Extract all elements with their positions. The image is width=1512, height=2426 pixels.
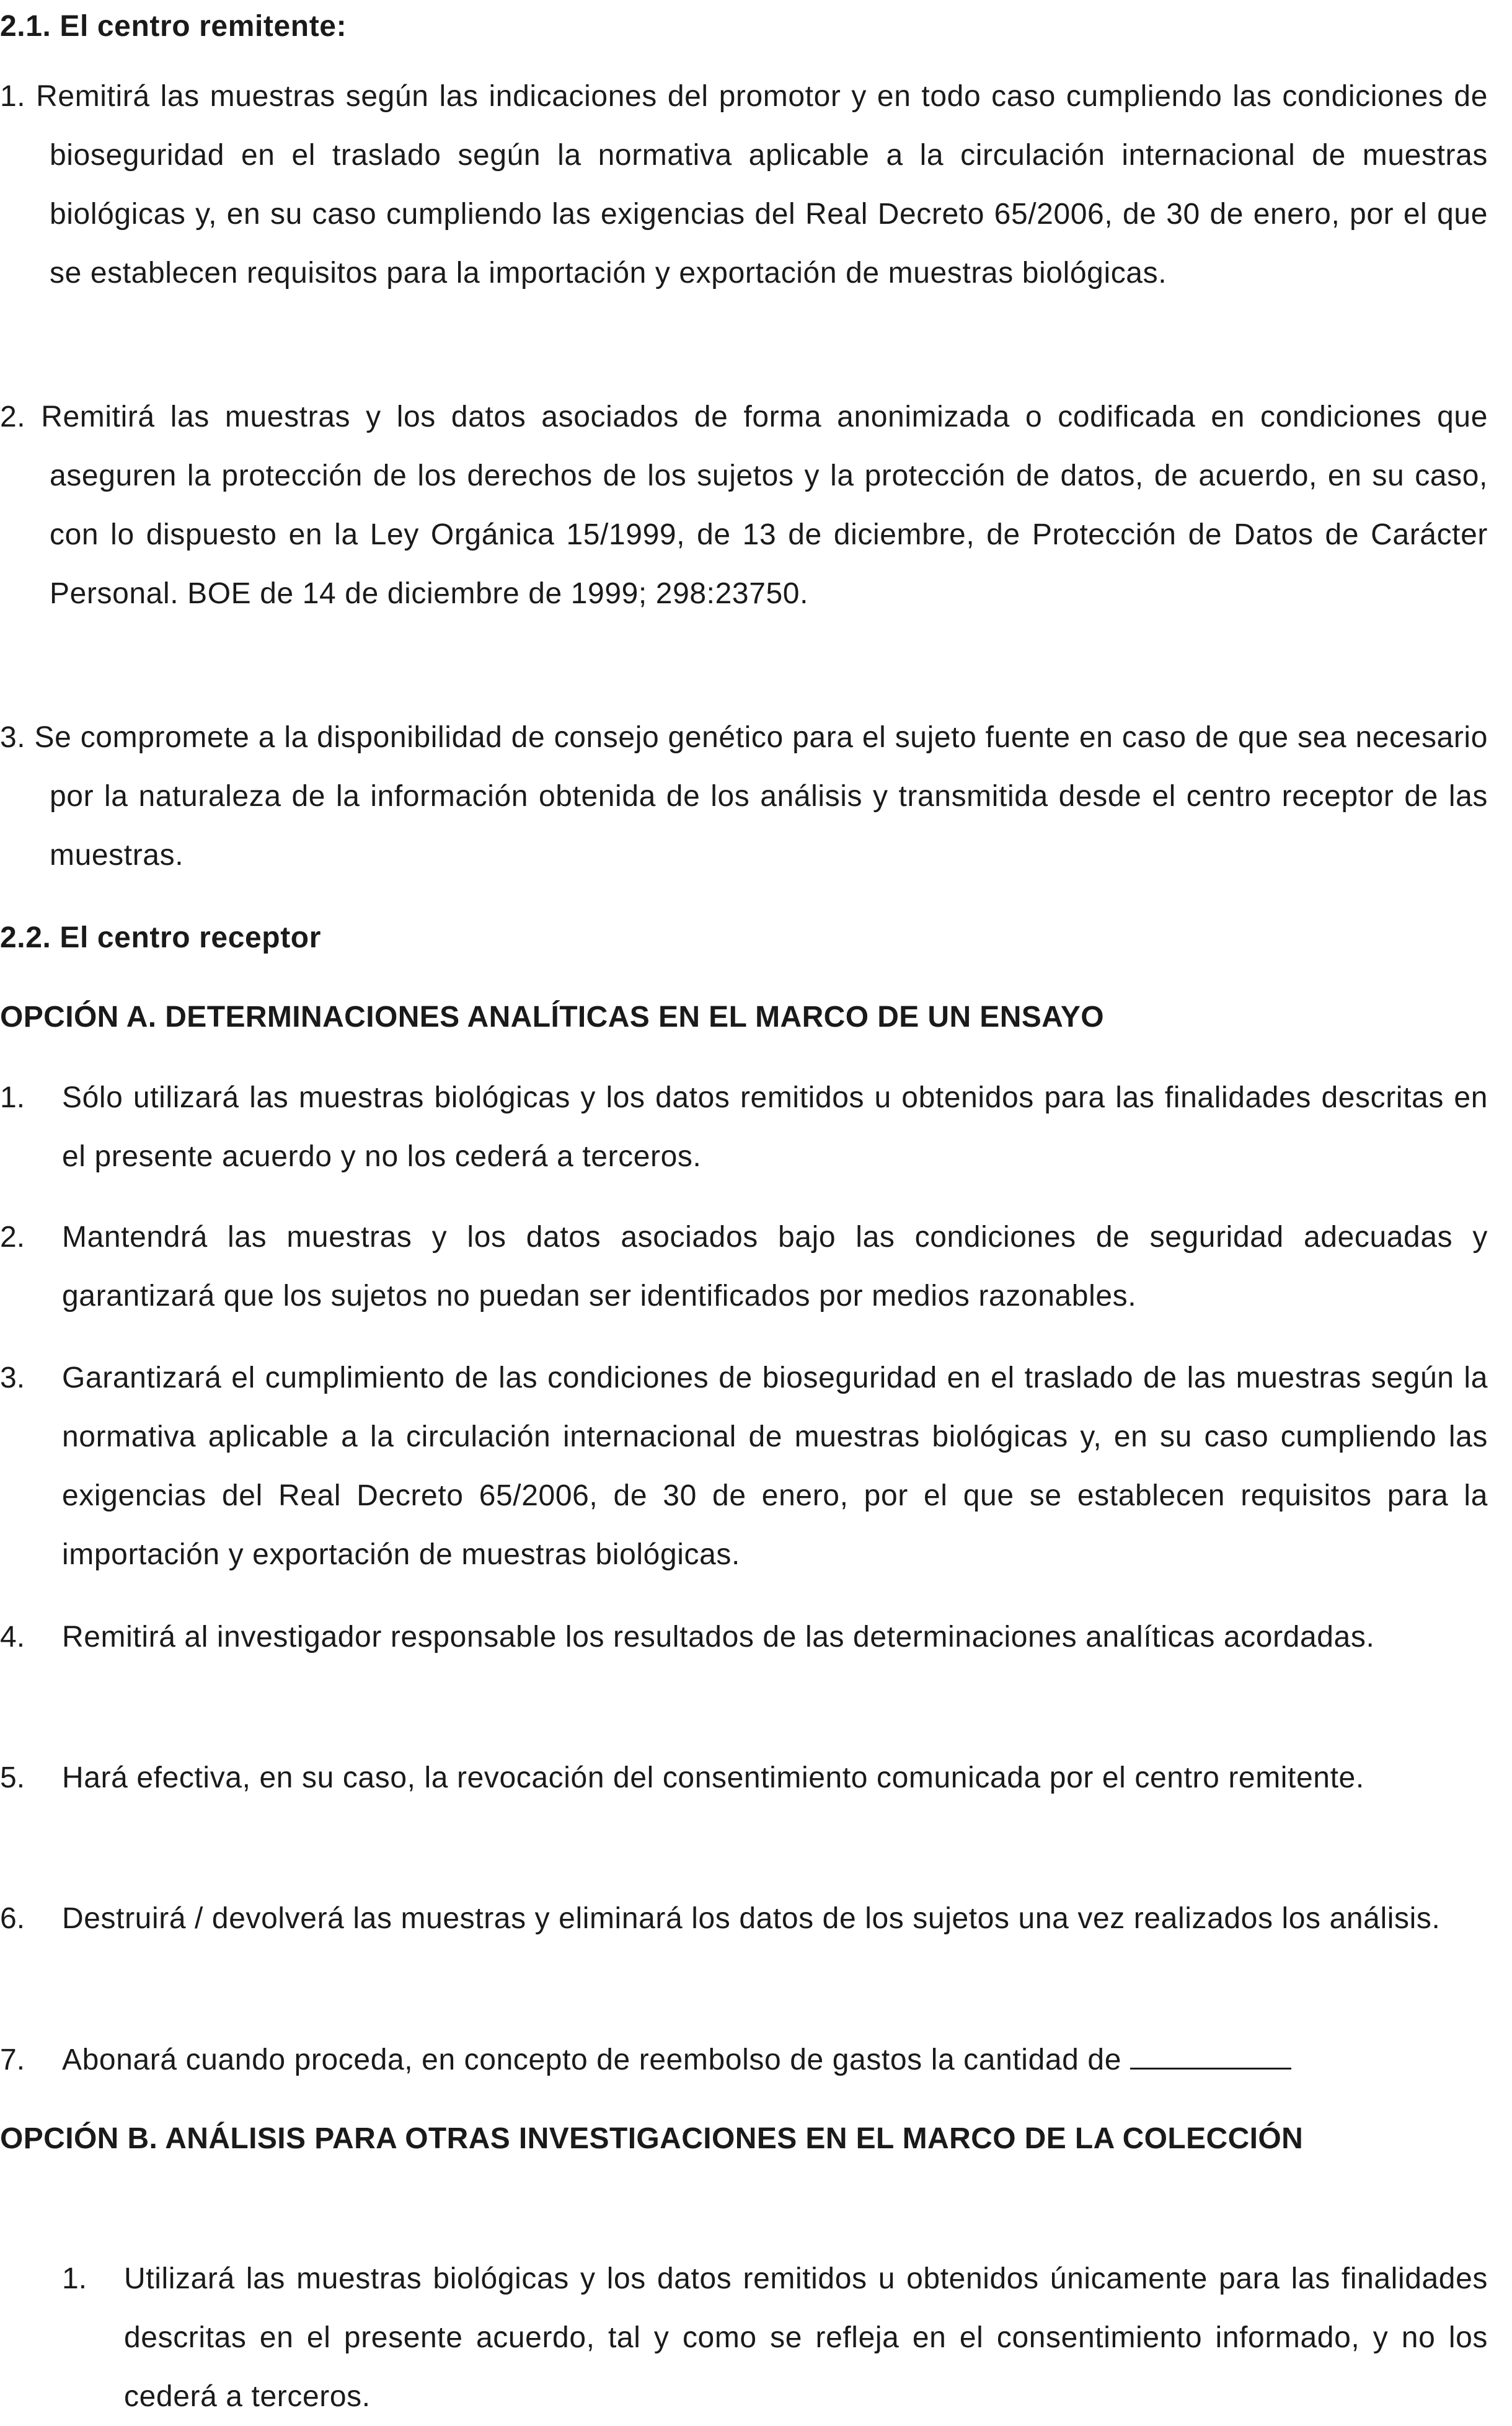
option-b-title: OPCIÓN B. ANÁLISIS PARA OTRAS INVESTIGACIONES EN EL MARCO DE LA COLECCIÓN [0, 2122, 1304, 2155]
option-a-item-6-text: Destruirá / devolverá las muestras y eliminará los datos de los sujetos una vez realizados los análisis. [62, 1902, 1441, 1935]
option-a-item-4-text: Remitirá al investigador responsable los resultados de las determinaciones analíticas acordadas. [62, 1621, 1375, 1653]
section-2-1-title: 2.1. El centro remitente: [0, 10, 347, 43]
option-b-item-1-number: 1. [62, 2262, 87, 2295]
option-a-item-7 [62, 2030, 1488, 2089]
amount-blank-field[interactable] [1130, 2043, 1291, 2070]
option-a-item-5-number: 5. [0, 1761, 25, 1794]
option-a-item-1-number: 1. [0, 1081, 25, 1114]
remitente-item-3: 3. Se compromete a la disponibilidad de consejo genético para el sujeto fuente en caso de que sea necesario por la naturaleza de la información obtenida de los análisis y transmitida desde el centro receptor de las muestras. [0, 721, 1488, 872]
option-a-item-3-number: 3. [0, 1361, 25, 1394]
option-a-item-2-text: Mantendrá las muestras y los datos asociados bajo las condiciones de seguridad adecuadas y garantizará que los sujetos no puedan ser identificados por medios razonables. [62, 1221, 1488, 1313]
option-a-item-7-number: 7. [0, 2043, 25, 2076]
option-a-item-7-text: Abonará cuando proceda, en concepto de reembolso de gastos la cantidad de [62, 2043, 1121, 2076]
option-b-item-1-text: Utilizará las muestras biológicas y los datos remitidos u obtenidos únicamente para las finalidades descritas en el presente acuerdo, tal y como se refleja en el consentimiento informado, y no los cederá a terceros. [124, 2262, 1488, 2413]
remitente-item-1: 1. Remitirá las muestras según las indicaciones del promotor y en todo caso cumpliendo las condiciones de bioseguridad en el traslado según la normativa aplicable a la circulación internacional de muestras biológicas y, en su caso cumpliendo las exigencias del Real Decreto 65/2006, de 30 de enero, por el que se establecen requisitos para la importación y exportación de muestras biológicas. [0, 80, 1488, 290]
remitente-item-2: 2. Remitirá las muestras y los datos asociados de forma anonimizada o codificada en condiciones que aseguren la protección de los derechos de los sujetos y la protección de datos, de acuerdo, en su caso, con lo dispuesto en la Ley Orgánica 15/1999, de 13 de diciembre, de Protección de Datos de Carácter Personal. BOE de 14 de diciembre de 1999; 298:23750. [0, 401, 1488, 610]
option-a-item-5-text: Hará efectiva, en su caso, la revocación del consentimiento comunicada por el centro remitente. [62, 1761, 1364, 1794]
option-a-item-3-text: Garantizará el cumplimiento de las condiciones de bioseguridad en el traslado de las muestras según la normativa aplicable a la circulación internacional de muestras biológicas y, en su caso cumpliendo las exigencias del Real Decreto 65/2006, de 30 de enero, por el que se establecen requisitos para la importación y exportación de muestras biológicas. [62, 1361, 1488, 1571]
option-a-item-1-text: Sólo utilizará las muestras biológicas y los datos remitidos u obtenidos para las finalidades descritas en el presente acuerdo y no los cederá a terceros. [62, 1081, 1488, 1173]
section-2-2-title: 2.2. El centro receptor [0, 921, 321, 954]
option-a-item-4-number: 4. [0, 1621, 25, 1653]
option-a-item-2-number: 2. [0, 1221, 25, 1254]
option-a-title: OPCIÓN A. DETERMINACIONES ANALÍTICAS EN EL MARCO DE UN ENSAYO [0, 1001, 1104, 1034]
option-a-item-6-number: 6. [0, 1902, 25, 1935]
